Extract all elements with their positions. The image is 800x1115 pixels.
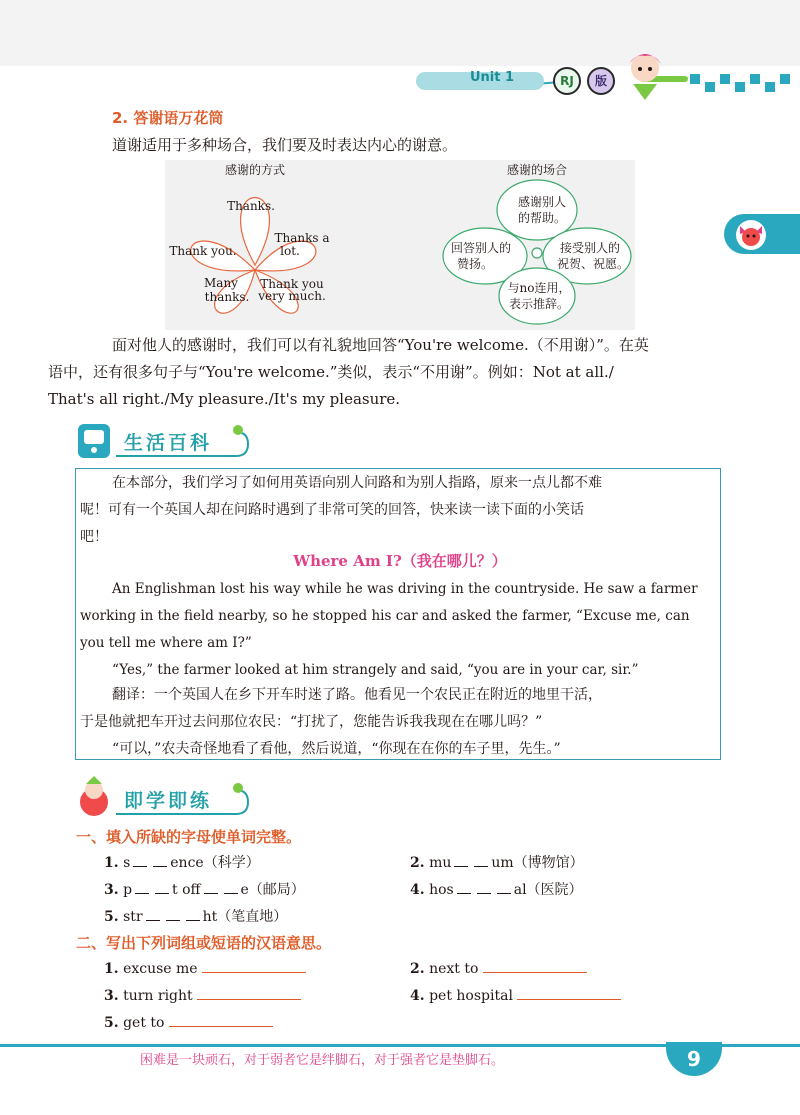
story-english — [80, 576, 720, 684]
text-line: “Yes,” the farmer looked at him strangely and said, “you are in your car, sir.” — [112, 662, 639, 678]
letter-blank[interactable] — [133, 856, 147, 867]
translate-item-1: 1. excuse me — [104, 960, 306, 977]
flower-occasions-petal: 祝贺、祝愿。 — [556, 257, 630, 271]
section-title: 2. 答谢语万花筒 — [112, 109, 224, 127]
letter-blank[interactable] — [186, 910, 200, 921]
page-number: 9 — [666, 1042, 722, 1076]
flower-occasions-petal: 与no连用， — [507, 281, 571, 295]
answer-line[interactable] — [169, 1014, 273, 1027]
girl-mascot-icon — [615, 44, 675, 102]
flower-occasions-petal: 接受别人的 — [559, 241, 621, 255]
flower-ways-petal: Thank you — [260, 277, 324, 291]
answer-line[interactable] — [483, 960, 587, 973]
flower-occasions-petal: 赞扬。 — [456, 257, 494, 271]
letter-blank[interactable] — [204, 883, 218, 894]
letter-blank[interactable] — [135, 883, 149, 894]
header-decoration — [0, 64, 800, 104]
fox-mascot-icon — [734, 218, 768, 252]
story-lead — [80, 470, 720, 551]
fill-item-3: 3. p t off e（邮局） — [104, 882, 305, 898]
text-line: That's all right./My pleasure./It's my pleasure. — [48, 390, 401, 408]
text-line: working in the field nearby, so he stopped his car and asked the farmer, “Excuse me, can — [80, 608, 690, 624]
section-intro: 道谢适用于多种场合，我们要及时表达内心的谢意。 — [112, 136, 458, 154]
flower-ways-petal: Thanks. — [227, 199, 275, 213]
letter-blank[interactable] — [454, 856, 468, 867]
text-line: 翻译：一个英国人在乡下开车时迷了路。他看见一个农民正在附近的地里干活， — [112, 687, 602, 703]
flower-ways-petal: thanks. — [204, 290, 250, 304]
flower-occasions-petal: 感谢别人 — [517, 195, 567, 209]
letter-blank[interactable] — [477, 883, 491, 894]
flower-occasions-caption: 感谢的场合 — [506, 163, 568, 177]
text-line: An Englishman lost his way while he was driving in the countryside. He saw a farmer — [112, 581, 698, 597]
answer-line[interactable] — [202, 960, 306, 973]
fill-item-4: 4. hos al（医院） — [410, 882, 583, 898]
flower-ways-petal: very much. — [258, 289, 326, 303]
letter-blank[interactable] — [497, 883, 511, 894]
exercise-heading-2: 二、写出下列词组或短语的汉语意思。 — [76, 934, 332, 952]
flower-ways-caption: 感谢的方式 — [224, 163, 286, 177]
letter-blank[interactable] — [457, 883, 471, 894]
translate-item-5: 5. get to — [104, 1014, 273, 1031]
exercise-heading-1: 一、填入所缺的字母使单词完整。 — [76, 828, 302, 846]
fill-item-5: 5. str ht（笔直地） — [104, 909, 288, 925]
letter-blank[interactable] — [474, 856, 488, 867]
translate-item-3: 3. turn right — [104, 987, 301, 1004]
edition-badge-ban: 版 — [587, 67, 615, 95]
translate-item-2: 2. next to — [410, 960, 587, 977]
letter-blank[interactable] — [153, 856, 167, 867]
header-band — [0, 0, 800, 66]
fill-item-2: 2. mu um（博物馆） — [410, 855, 584, 871]
flower-ways-petal: Thanks a — [274, 231, 330, 245]
text-line: 面对他人的感谢时，我们可以有礼貌地回答“You're welcome.（不用谢）”。在英 — [112, 336, 649, 354]
letter-blank[interactable] — [146, 910, 160, 921]
flower-ways-petal: lot. — [280, 244, 300, 258]
text-line: 呢！可有一个英国人却在问路时遇到了非常可笑的回答，快来读一读下面的小笑话 — [80, 502, 584, 518]
flower-occasions-petal: 的帮助。 — [517, 211, 567, 225]
flower-ways-petal: Many — [204, 276, 238, 290]
text-line: “可以，”农夫奇怪地看了看他，然后说道，“你现在在你的车子里，先生。” — [112, 741, 561, 757]
flower-occasions-petal: 表示推辞。 — [508, 297, 570, 311]
practice-banner-title: 即学即练 — [124, 790, 213, 812]
life-banner-title: 生活百科 — [124, 432, 213, 454]
footer-motto: 困难是一块顽石，对于弱者它是绊脚石，对于强者它是垫脚石。 — [140, 1053, 505, 1068]
flower-ways-petal: Thank you. — [169, 244, 237, 258]
story-title: Where Am I?（我在哪儿？） — [293, 552, 507, 570]
answer-line[interactable] — [517, 987, 621, 1000]
thanks-flower-diagrams — [165, 160, 635, 330]
edition-badge-rj: RJ — [553, 67, 581, 95]
flower-occasions-petal: 回答别人的 — [450, 241, 512, 255]
story-chinese — [80, 682, 720, 763]
text-line: you tell me where am I?” — [80, 635, 252, 651]
unit-label: Unit 1 — [470, 70, 515, 85]
text-line: 语中，还有很多句子与“You're welcome.”类似，表示“不用谢”。例如：Not at all./ — [48, 363, 614, 381]
translate-item-4: 4. pet hospital — [410, 987, 621, 1004]
letter-blank[interactable] — [166, 910, 180, 921]
text-line: 吧！ — [80, 529, 108, 545]
text-line: 于是他就把车开过去问那位农民：“打扰了，您能告诉我我现在在哪儿吗？” — [80, 714, 543, 730]
letter-blank[interactable] — [155, 883, 169, 894]
response-paragraph — [48, 332, 720, 413]
text-line: 在本部分，我们学习了如何用英语向别人问路和为别人指路，原来一点儿都不难 — [112, 475, 602, 491]
answer-line[interactable] — [197, 987, 301, 1000]
letter-blank[interactable] — [224, 883, 238, 894]
fill-item-1: 1. s ence（科学） — [104, 855, 260, 871]
